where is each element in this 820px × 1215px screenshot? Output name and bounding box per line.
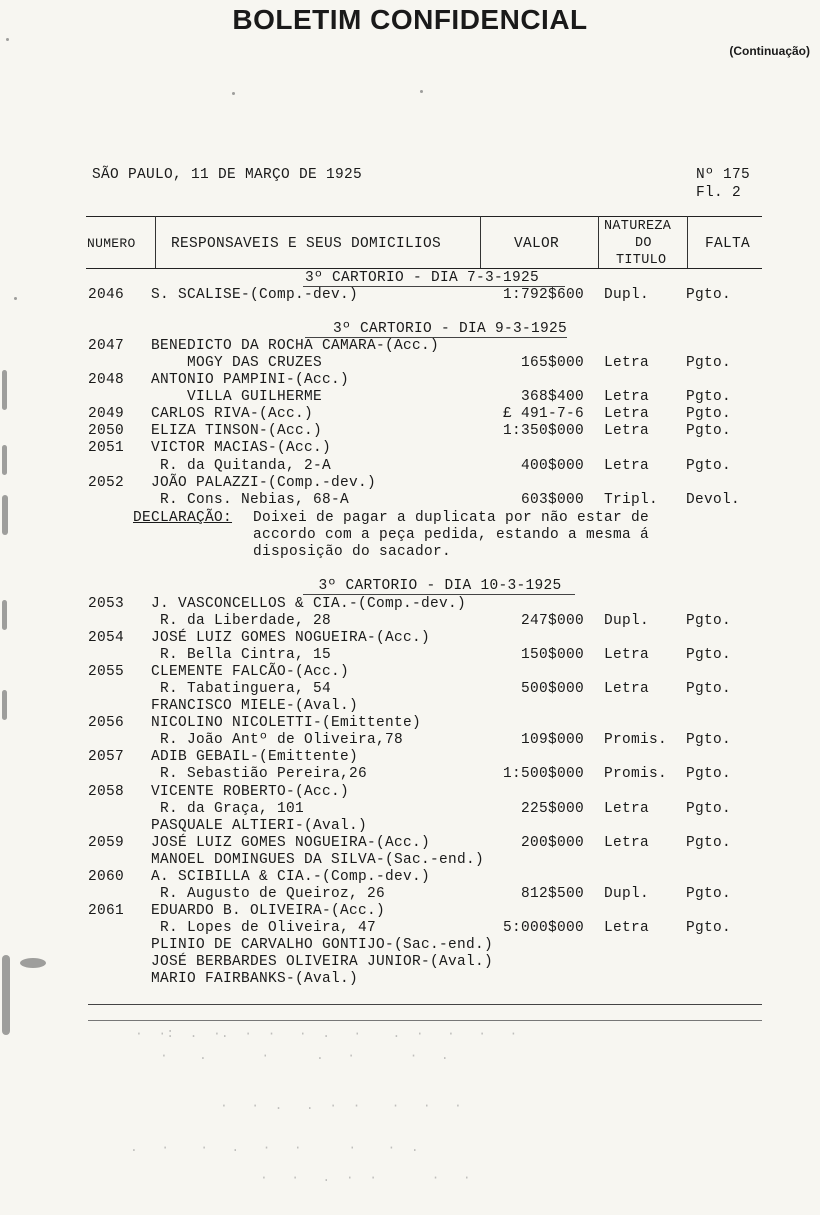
row-responsavel: ADIB GEBAIL-(Emittente) [151,749,359,765]
row-responsavel: R. Lopes de Oliveira, 47 [151,920,377,936]
scan-artifact: . · · . · · · · . [130,1140,419,1155]
row-responsavel: FRANCISCO MIELE-(Aval.) [151,698,359,714]
scan-artifact [20,958,46,968]
table-row [0,869,820,886]
row-natureza: Promis. [604,766,668,782]
row-valor: 368$400 [520,389,584,405]
row-responsavel: JOSÉ LUIZ GOMES NOGUEIRA-(Acc.) [151,630,431,646]
row-number: 2060 [88,869,125,885]
row-valor: 5:000$000 [502,920,584,936]
row-responsavel: CARLOS RIVA-(Acc.) [151,406,314,422]
row-responsavel: CLEMENTE FALCÃO-(Acc.) [151,664,350,680]
row-valor: 1:350$000 [502,423,584,439]
place-date: SÃO PAULO, 11 DE MARÇO DE 1925 [92,167,363,183]
row-valor: 1:500$000 [502,766,584,782]
row-number: 2047 [88,338,125,354]
row-responsavel: ANTONIO PAMPINI-(Acc.) [151,372,350,388]
row-falta: Pgto. [686,287,732,303]
row-number: 2053 [88,596,125,612]
row-natureza: Letra [604,355,650,371]
col-header-valor: VALOR [514,236,560,252]
scan-artifact [6,38,9,41]
col-header-natureza: NATUREZA [604,219,672,234]
row-responsavel: PLINIO DE CARVALHO GONTIJO-(Sac.-end.) [151,937,494,953]
scan-artifact [2,955,10,1035]
row-natureza: Dupl. [604,886,650,902]
section-heading: 3º CARTORIO - DIA 9-3-1925 [332,321,568,337]
table-row [0,852,820,869]
table-row [0,766,820,783]
table-row [0,835,820,852]
table-row [0,492,820,509]
row-number: 2052 [88,475,125,491]
row-natureza: Promis. [604,732,668,748]
col-header-do: DO [635,236,652,251]
continuation-label: (Continuação) [729,44,810,58]
declaration-label: DECLARAÇÃO: [133,510,233,526]
row-natureza: Dupl. [604,287,650,303]
declaration-line: Doixei de pagar a duplicata por não estar de [253,510,650,526]
row-falta: Pgto. [686,835,732,851]
row-responsavel: R. Cons. Nebias, 68-A [151,492,350,508]
row-responsavel: A. SCIBILLA & CIA.-(Comp.-dev.) [151,869,431,885]
row-number: 2048 [88,372,125,388]
table-row [0,937,820,954]
row-natureza: Letra [604,647,650,663]
row-responsavel: VICTOR MACIAS-(Acc.) [151,440,332,456]
row-responsavel: MOGY DAS CRUZES [151,355,323,371]
row-falta: Pgto. [686,681,732,697]
row-valor: 812$500 [520,886,584,902]
row-number: 2056 [88,715,125,731]
scan-artifact [14,297,17,300]
row-valor: 165$000 [520,355,584,371]
row-responsavel: JOÃO PALAZZI-(Comp.-dev.) [151,475,377,491]
row-responsavel: R. João Antº de Oliveira,78 [151,732,404,748]
row-natureza: Letra [604,406,650,422]
table-row [0,971,820,988]
table-row [0,423,820,440]
col-divider [598,216,599,268]
col-header-titulo: TITULO [616,253,667,268]
col-header-responsaveis: RESPONSAVEIS E SEUS DOMICILIOS [171,236,442,252]
row-falta: Devol. [686,492,741,508]
table-row [0,801,820,818]
row-responsavel: ELIZA TINSON-(Acc.) [151,423,323,439]
row-natureza: Letra [604,681,650,697]
row-falta: Pgto. [686,920,732,936]
table-row [0,920,820,937]
scan-artifact [232,92,235,95]
row-responsavel: R. Bella Cintra, 15 [151,647,332,663]
row-number: 2057 [88,749,125,765]
row-number: 2058 [88,784,125,800]
section-underline [303,594,575,595]
row-responsavel: MARIO FAIRBANKS-(Aval.) [151,971,359,987]
row-valor: £ 491-7-6 [502,406,584,422]
table-row [0,287,820,304]
table-row [0,596,820,613]
table-row [0,664,820,681]
table-row [0,715,820,732]
scan-artifact [420,90,423,93]
row-natureza: Letra [604,389,650,405]
table-row [0,406,820,423]
row-falta: Pgto. [686,355,732,371]
row-responsavel: MANOEL DOMINGUES DA SILVA-(Sac.-end.) [151,852,485,868]
row-number: 2049 [88,406,125,422]
table-row [0,732,820,749]
scan-artifact: · ·: . ·. · · · . · . · · · · [135,1026,518,1041]
closing-rule [88,1020,762,1021]
row-responsavel: R. Sebastião Pereira,26 [151,766,368,782]
row-number: 2059 [88,835,125,851]
row-number: 2051 [88,440,125,456]
row-responsavel: R. Augusto de Queiroz, 26 [151,886,386,902]
row-valor: 150$000 [520,647,584,663]
row-valor: 247$000 [520,613,584,629]
row-responsavel: R. da Quitanda, 2-A [151,458,332,474]
col-header-numero: NUMERO [87,236,136,251]
row-valor: 200$000 [520,835,584,851]
table-row [0,784,820,801]
row-natureza: Letra [604,458,650,474]
row-falta: Pgto. [686,423,732,439]
row-responsavel: J. VASCONCELLOS & CIA.-(Comp.-dev.) [151,596,467,612]
page-title: BOLETIM CONFIDENCIAL [232,4,588,35]
row-responsavel: R. da Liberdade, 28 [151,613,332,629]
table-row [0,630,820,647]
table-row [0,355,820,372]
row-responsavel: VILLA GUILHERME [151,389,323,405]
table-top-rule [86,216,762,217]
col-header-falta: FALTA [705,236,751,252]
scan-artifact [2,690,7,720]
row-falta: Pgto. [686,613,732,629]
row-responsavel: JOSÉ BERBARDES OLIVEIRA JUNIOR-(Aval.) [151,954,494,970]
table-row [0,647,820,664]
row-responsavel: PASQUALE ALTIERI-(Aval.) [151,818,368,834]
declaration-line: disposição do sacador. [253,544,452,560]
scan-artifact: · · . · · · · [260,1170,471,1185]
row-responsavel: EDUARDO B. OLIVEIRA-(Acc.) [151,903,386,919]
closing-rule [88,1004,762,1005]
row-falta: Pgto. [686,389,732,405]
scan-artifact [2,370,7,410]
row-valor: 400$000 [520,458,584,474]
scan-artifact: · . · . · · . [160,1048,449,1063]
row-valor: 500$000 [520,681,584,697]
table-row [0,458,820,475]
col-divider [687,216,688,268]
row-natureza: Tripl. [604,492,659,508]
row-valor: 109$000 [520,732,584,748]
section-heading: 3º CARTORIO - DIA 10-3-1925 [318,578,562,594]
table-row [0,749,820,766]
table-row [0,389,820,406]
table-row [0,475,820,492]
scan-artifact: · · . . · · · · · [220,1098,462,1113]
col-divider [480,216,481,268]
scan-artifact [2,600,7,630]
row-responsavel: R. Tabatinguera, 54 [151,681,332,697]
row-natureza: Dupl. [604,613,650,629]
row-falta: Pgto. [686,801,732,817]
row-responsavel: R. da Graça, 101 [151,801,305,817]
row-valor: 1:792$600 [502,287,584,303]
row-responsavel: BENEDICTO DA ROCHA CAMARA-(Acc.) [151,338,440,354]
row-number: 2054 [88,630,125,646]
row-falta: Pgto. [686,458,732,474]
declaration-line: accordo com a peça pedida, estando a mesma á [253,527,650,543]
scan-artifact [2,495,8,535]
section-heading: 3º CARTORIO - DIA 7-3-1925 [304,270,540,286]
table-row [0,372,820,389]
table-row [0,681,820,698]
table-row [0,903,820,920]
row-natureza: Letra [604,423,650,439]
table-header-rule [86,268,762,269]
table-row [0,886,820,903]
row-number: 2061 [88,903,125,919]
row-falta: Pgto. [686,647,732,663]
row-responsavel: VICENTE ROBERTO-(Acc.) [151,784,350,800]
row-valor: 225$000 [520,801,584,817]
row-natureza: Letra [604,801,650,817]
row-responsavel: JOSÉ LUIZ GOMES NOGUEIRA-(Acc.) [151,835,431,851]
row-falta: Pgto. [686,406,732,422]
row-number: 2055 [88,664,125,680]
table-row [0,698,820,715]
row-number: 2050 [88,423,125,439]
col-divider [155,216,156,268]
table-row [0,440,820,457]
row-natureza: Letra [604,920,650,936]
row-number: 2046 [88,287,125,303]
row-responsavel: NICOLINO NICOLETTI-(Emittente) [151,715,422,731]
row-falta: Pgto. [686,732,732,748]
table-row [0,338,820,355]
row-valor: 603$000 [520,492,584,508]
table-row [0,954,820,971]
bulletin-number: Nº 175 [696,167,751,183]
table-row [0,818,820,835]
sheet-number: Fl. 2 [696,185,742,201]
row-falta: Pgto. [686,766,732,782]
table-row [0,613,820,630]
row-responsavel: S. SCALISE-(Comp.-dev.) [151,287,359,303]
row-falta: Pgto. [686,886,732,902]
scan-artifact [2,445,7,475]
row-natureza: Letra [604,835,650,851]
